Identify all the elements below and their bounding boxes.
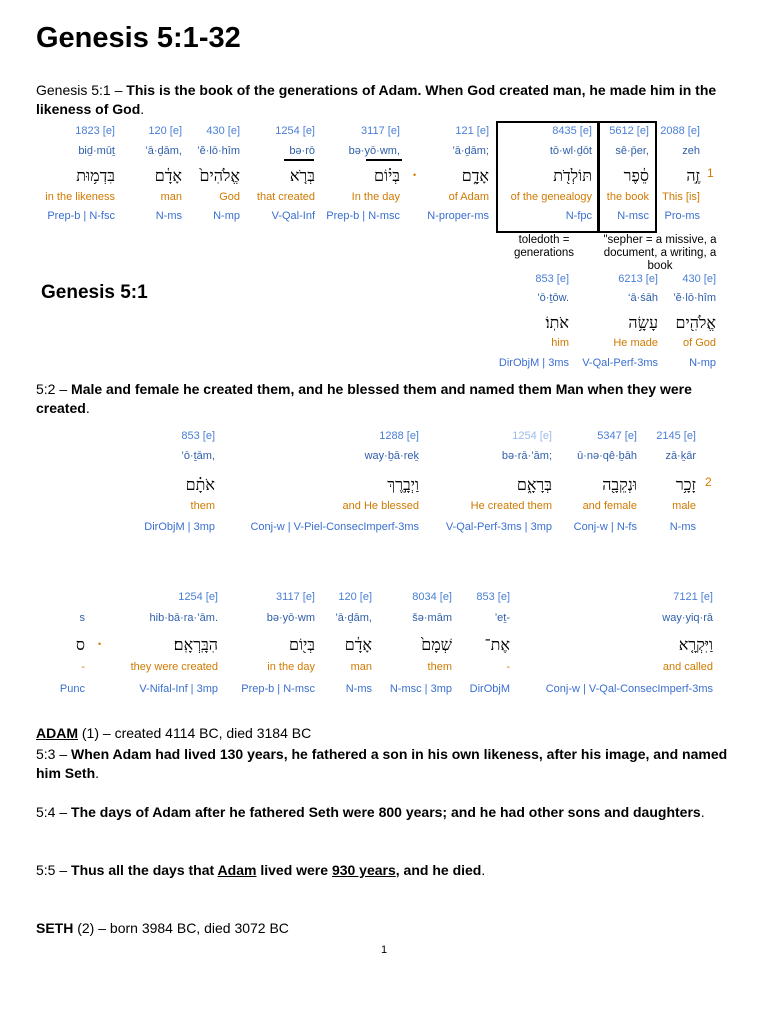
period: . (700, 804, 705, 820)
v2b_table-translit-2: šə·mām (412, 612, 452, 624)
verse-5-3 (36, 745, 736, 783)
v2b_table-translit-4: bə·yō·wm (266, 612, 315, 624)
v2_table-number-1: 5347 [e] (597, 430, 637, 442)
verse-5-1 (36, 81, 736, 119)
v1_table-number-1: 6213 [e] (618, 273, 658, 285)
seth-name: SETH (36, 920, 74, 936)
page-title: Genesis 5:1-32 (36, 22, 241, 54)
v2b_table-english-1: - (506, 661, 510, 673)
verse-text: , and he died (395, 862, 482, 878)
v1_table-hebrew-8: בִּדְמ֥וּת (76, 166, 115, 185)
v1_table-hebrew-5: בְּרֹ֤א (289, 166, 315, 185)
verse-number-2: 2 (705, 475, 712, 489)
verse-text-underlined: Adam (217, 862, 257, 878)
v1_table-number-4: 3117 [e] (361, 125, 400, 137)
v2b_table-hebrew-4: בְּי֖וֹם (289, 635, 315, 654)
v1_table-translit-1: sê·p̄er, (615, 145, 649, 157)
overline-beyowm (366, 159, 402, 161)
v1_table-grammar-0: N-mp (689, 357, 716, 369)
v1_table-number-6: 430 [e] (206, 125, 240, 137)
v1_table-hebrew-0: אֱלֹהִ֖ים (675, 313, 716, 332)
v2_table-english-4: them (190, 500, 215, 512)
v1_table-number-3: 121 [e] (455, 125, 489, 137)
v2_table-hebrew-3: וַיְבָ֣רֶךְ (387, 475, 419, 494)
adam-heading (36, 724, 736, 743)
highlight-box-book (598, 121, 657, 233)
v2b_table-english-3: man (350, 661, 372, 673)
v2b_table-grammar-5: V-Nifal-Inf | 3mp (139, 683, 218, 695)
v1_table-grammar-3: N-proper-ms (427, 210, 489, 222)
v1_table-translit-0: zeh (682, 145, 700, 157)
v2_table-hebrew-0: זָכָ֥ר (675, 475, 696, 494)
v1_table-number-2: 853 [e] (535, 273, 569, 285)
v1_table-grammar-8: Prep-b | N-fsc (47, 210, 115, 222)
v2b_table-english-4: in the day (267, 661, 315, 673)
v2_table-grammar-3: Conj-w | V-Piel-ConsecImperf-3ms (250, 521, 419, 533)
v1_table-translit-5: bə·rō (289, 145, 315, 157)
v2b_table-english-5: they were created (130, 661, 218, 673)
v1_table-translit-6: ’ĕ·lō·hîm (197, 145, 240, 157)
v1_table-english-7: man (160, 191, 182, 203)
v2_table-translit-2: bə·rā·’ām; (501, 450, 552, 462)
v1_table-english-4: In the day (351, 191, 400, 203)
v2_table-number-2: 1254 [e] (512, 430, 552, 442)
v1_table-english-1: He made (613, 337, 658, 349)
v1_table-hebrew-4: בְּי֗וֹם (374, 166, 400, 185)
v1_table-translit-1: ‘ā·śāh (628, 292, 658, 304)
v2b_table-english-6: - (81, 661, 85, 673)
verse-5-4 (36, 803, 736, 822)
v2b_table-grammar-4: Prep-b | N-msc (241, 683, 315, 695)
note-toledoth: toledoth = generations (513, 234, 575, 259)
v1_table-number-0: 430 [e] (682, 273, 716, 285)
page-number: 1 (380, 944, 388, 956)
v2_table-hebrew-1: וּנְקֵבָ֖ה (602, 475, 637, 494)
verse-ref: 5:2 – (36, 381, 72, 397)
v2_table-english-3: and He blessed (342, 500, 419, 512)
v2b_table-hebrew-5: הִבָּֽרְאָֽם׃ (173, 635, 218, 654)
v1_table-grammar-2: N-fpc (565, 210, 592, 222)
v2_table-translit-3: way·ḇā·reḵ (364, 450, 419, 462)
v2b_table-number-0: 7121 [e] (673, 591, 713, 603)
adam-name: ADAM (36, 725, 78, 741)
v2b_table-grammar-0: Conj-w | V-Qal-ConsecImperf-3ms (545, 683, 713, 695)
v1_table-grammar-6: N-mp (213, 210, 240, 222)
v1_table-hebrew-1: עָשָׂ֥ה (628, 313, 658, 332)
v2b_table-hebrew-6: ס (75, 635, 85, 654)
v1_table-grammar-5: V-Qal-Inf (271, 210, 315, 222)
v1_table-grammar-1: N-msc (617, 210, 649, 222)
v2b_table-translit-6: s (79, 612, 85, 624)
period: . (481, 862, 486, 878)
verse-text: This is the book of the generations of Adam. When God created man, he made him in the likeness of God (36, 82, 717, 117)
v1_table-english-0: of God (682, 337, 716, 349)
v1_table-hebrew-3: אָדָ֑ם (461, 166, 489, 185)
v2b_table-number-2: 8034 [e] (412, 591, 452, 603)
subheading: Genesis 5:1 (41, 282, 148, 303)
overline-bero (284, 159, 314, 161)
verse-ref: 5:4 – (36, 804, 72, 820)
v1_table-hebrew-0: זֶ֣ה (686, 166, 700, 185)
v2b_table-number-1: 853 [e] (476, 591, 510, 603)
v2_table-grammar-1: Conj-w | N-fs (573, 521, 637, 533)
v1_table-english-2: him (551, 337, 569, 349)
verse-ref: Genesis 5:1 – (36, 82, 127, 98)
period: . (95, 765, 100, 781)
v1_table-number-2: 8435 [e] (552, 125, 592, 137)
separator-dot: • (98, 639, 102, 649)
verse-5-5 (36, 861, 736, 880)
v1_table-grammar-0: Pro-ms (664, 210, 700, 222)
v1_table-number-5: 1254 [e] (275, 125, 315, 137)
v2b_table-translit-0: way·yiq·rā (662, 612, 713, 624)
v2_table-english-0: male (672, 500, 696, 512)
v1_table-number-1: 5612 [e] (609, 125, 649, 137)
v2_table-hebrew-2: בְּרָאָ֑ם (516, 475, 552, 494)
v1_table-translit-7: ’ā·ḏām, (145, 145, 182, 157)
v1_table-hebrew-2: תּוֹלְדֹ֖ת (553, 166, 592, 185)
v2b_table-english-2: them (427, 661, 452, 673)
v2b_table-grammar-6: Punc (59, 683, 85, 695)
v1_table-english-5: that created (256, 191, 315, 203)
v1_table-hebrew-6: אֱלֹהִים֙ (199, 166, 240, 185)
v1_table-translit-2: tō·wl·ḏōt (549, 145, 592, 157)
v1_table-grammar-7: N-ms (155, 210, 182, 222)
v1_table-english-8: in the likeness (45, 191, 115, 203)
v1_table-translit-3: ’ā·ḏām; (452, 145, 489, 157)
v1_table-hebrew-2: אֹתֽוֹ׃ (545, 313, 569, 332)
v1_table-english-0: This [is] (662, 191, 700, 203)
verse-ref: 5:5 – (36, 862, 72, 878)
v1_table-english-2: of the genealogy (510, 191, 592, 203)
v1_table-english-6: God (219, 191, 240, 203)
verse-text: Male and female he created them, and he blessed them and named them Man when they were created (36, 381, 692, 416)
v2_table-translit-1: ū·nə·qê·ḇāh (577, 450, 637, 462)
verse-5-2 (36, 380, 736, 418)
v1_table-grammar-4: Prep-b | N-msc (326, 210, 400, 222)
verse-ref: 5:3 – (36, 746, 72, 762)
v2_table-hebrew-4: אֹתָ֗ם (185, 475, 215, 494)
v2_table-grammar-2: V-Qal-Perf-3ms | 3mp (445, 521, 552, 533)
v1_table-english-1: the book (606, 191, 649, 203)
v1_table-hebrew-7: אָדָ֔ם (154, 166, 182, 185)
separator-dot: • (413, 170, 417, 180)
v1_table-number-7: 120 [e] (148, 125, 182, 137)
v2b_table-translit-3: ’ā·ḏām, (335, 612, 372, 624)
v2b_table-translit-5: hib·bā·ra·’ām. (149, 612, 218, 624)
v2_table-grammar-0: N-ms (669, 521, 696, 533)
v1_table-number-8: 1823 [e] (75, 125, 115, 137)
v2_table-english-1: and female (582, 500, 637, 512)
period: . (85, 400, 90, 416)
v2b_table-grammar-3: N-ms (345, 683, 372, 695)
v1_table-translit-8: biḏ·mūṯ (78, 145, 115, 157)
v1_table-translit-4: bə·yō·wm, (348, 145, 400, 157)
v2b_table-hebrew-2: שְׁמָם֙ (421, 635, 452, 654)
v1_table-grammar-2: DirObjM | 3ms (498, 357, 569, 369)
v2_table-translit-0: zā·ḵār (665, 450, 696, 462)
verse-text-underlined: 930 years (331, 862, 396, 878)
v1_table-number-0: 2088 [e] (660, 125, 700, 137)
v2b_table-number-5: 1254 [e] (178, 591, 218, 603)
verse-text: Thus all the days that (71, 862, 218, 878)
v2_table-grammar-4: DirObjM | 3mp (144, 521, 215, 533)
highlight-box-genealogy (496, 121, 599, 233)
note-sepher: "sepher = a missive, a document, a writing, a book (603, 234, 717, 272)
verse-text: When Adam had lived 130 years, he fathered a son in his own likeness, after his image, and named him Seth (36, 746, 728, 781)
seth-heading (36, 919, 736, 938)
period: . (140, 101, 145, 117)
v2b_table-number-3: 120 [e] (338, 591, 372, 603)
v1_table-grammar-1: V-Qal-Perf-3ms (582, 357, 658, 369)
v2_table-translit-4: ’ō·ṯām, (181, 450, 215, 462)
verse-text: lived were (256, 862, 332, 878)
v2_table-english-2: He created them (470, 500, 552, 512)
v1_table-english-3: of Adam (448, 191, 489, 203)
v2_table-number-3: 1288 [e] (379, 430, 419, 442)
v2b_table-hebrew-3: אָדָ֔ם (344, 635, 372, 654)
v1_table-translit-2: ’ō·ṯōw. (537, 292, 569, 304)
v2b_table-number-4: 3117 [e] (276, 591, 315, 603)
v2b_table-hebrew-0: וַיִּקְרָ֤א (678, 635, 713, 654)
v2_table-number-0: 2145 [e] (656, 430, 696, 442)
v2b_table-english-0: and called (662, 661, 713, 673)
v2b_table-hebrew-1: אֶת־ (484, 635, 510, 654)
v1_table-translit-0: ’ĕ·lō·hîm (673, 292, 716, 304)
adam-dates: (1) – created 4114 BC, died 3184 BC (78, 725, 312, 741)
v2b_table-grammar-2: N-msc | 3mp (389, 683, 452, 695)
v1_table-hebrew-1: סֵ֔פֶר (623, 166, 649, 185)
v2_table-number-4: 853 [e] (181, 430, 215, 442)
verse-number-1: 1 (707, 166, 714, 180)
verse-text: The days of Adam after he fathered Seth were 800 years; and he had other sons and daughters (71, 804, 701, 820)
v2b_table-grammar-1: DirObjM (469, 683, 510, 695)
seth-dates: (2) – born 3984 BC, died 3072 BC (73, 920, 289, 936)
v2b_table-translit-1: ’eṯ- (494, 612, 510, 624)
